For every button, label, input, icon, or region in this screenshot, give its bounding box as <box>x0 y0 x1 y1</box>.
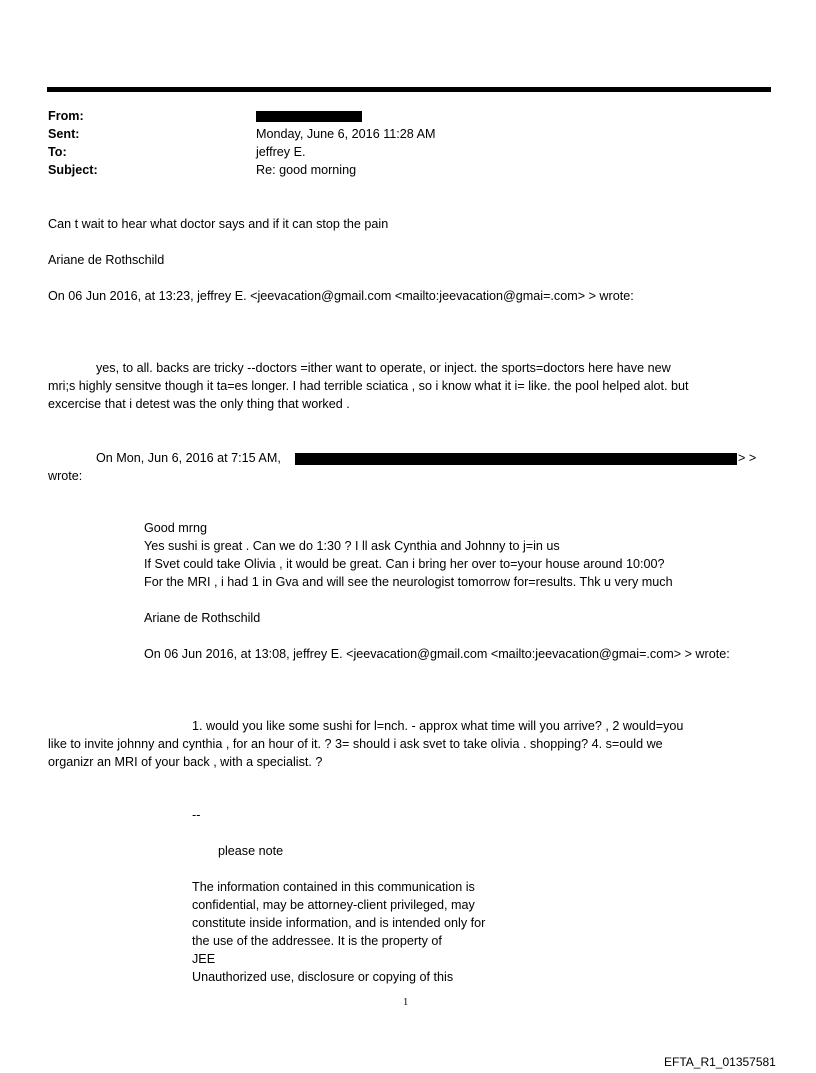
quote-header-3: On 06 Jun 2016, at 13:08, jeffrey E. <jeevacation@gmail.com <mailto:jeevacation@gmai=.com> > wrote: <box>144 647 730 661</box>
signature-1: Ariane de Rothschild <box>48 253 165 267</box>
redaction-sender <box>295 453 737 465</box>
original-line-1: 1. would you like some sushi for l=nch. - approx what time will you arrive? , 2 would=you <box>192 719 684 733</box>
quote-header-2-wrote: wrote: <box>48 469 83 483</box>
quote-header-2-end: > > <box>738 451 757 465</box>
disclaimer-line-5: JEE <box>192 952 216 966</box>
signature-2: Ariane de Rothschild <box>144 611 261 625</box>
message-line-3: If Svet could take Olivia , it would be great. Can i bring her over to=your house around 10:00? <box>144 557 665 571</box>
from-label: From: <box>48 109 84 123</box>
original-line-2: like to invite johnny and cynthia , for an hour of it. ? 3= should i ask svet to take olivia . shopping? 4. s=ould we <box>48 737 663 751</box>
quote-header-2-start: On Mon, Jun 6, 2016 at 7:15 AM, <box>96 451 281 465</box>
to-value: jeffrey E. <box>256 145 306 159</box>
reply-line-2: mri;s highly sensitve though it ta=es longer. I had terrible sciatica , so i know what it i= like. the pool helped alot. but <box>48 379 689 393</box>
sent-label: Sent: <box>48 127 80 141</box>
page-number: 1 <box>403 997 409 1008</box>
subject-label: Subject: <box>48 163 98 177</box>
body-line-1: Can t wait to hear what doctor says and if it can stop the pain <box>48 217 389 231</box>
message-line-4: For the MRI , i had 1 in Gva and will see the neurologist tomorrow for=results. Thk u very much <box>144 575 673 589</box>
quote-header-1: On 06 Jun 2016, at 13:23, jeffrey E. <jeevacation@gmail.com <mailto:jeevacation@gmai=.com> > wrote: <box>48 289 634 303</box>
disclaimer-line-6: Unauthorized use, disclosure or copying of this <box>192 970 454 984</box>
reply-line-1: yes, to all. backs are tricky --doctors =ither want to operate, or inject. the sports=doctors here have new <box>96 361 671 375</box>
document-id: EFTA_R1_01357581 <box>664 1055 776 1069</box>
signature-dashes: -- <box>192 808 201 822</box>
redaction-from <box>256 111 362 122</box>
message-line-1: Good mrng <box>144 521 207 535</box>
disclaimer-line-2: confidential, may be attorney-client privileged, may <box>192 898 475 912</box>
sent-value: Monday, June 6, 2016 11:28 AM <box>256 127 436 141</box>
message-line-2: Yes sushi is great . Can we do 1:30 ? I ll ask Cynthia and Johnny to j=in us <box>144 539 560 553</box>
to-label: To: <box>48 145 67 159</box>
original-line-3: organizr an MRI of your back , with a specialist. ? <box>48 755 323 769</box>
reply-line-3: excercise that i detest was the only thing that worked . <box>48 397 350 411</box>
disclaimer-line-1: The information contained in this communication is <box>192 880 475 894</box>
disclaimer-line-3: constitute inside information, and is intended only for <box>192 916 486 930</box>
please-note: please note <box>218 844 284 858</box>
subject-value: Re: good morning <box>256 163 357 177</box>
header-rule <box>47 87 771 92</box>
disclaimer-line-4: the use of the addressee. It is the property of <box>192 934 442 948</box>
